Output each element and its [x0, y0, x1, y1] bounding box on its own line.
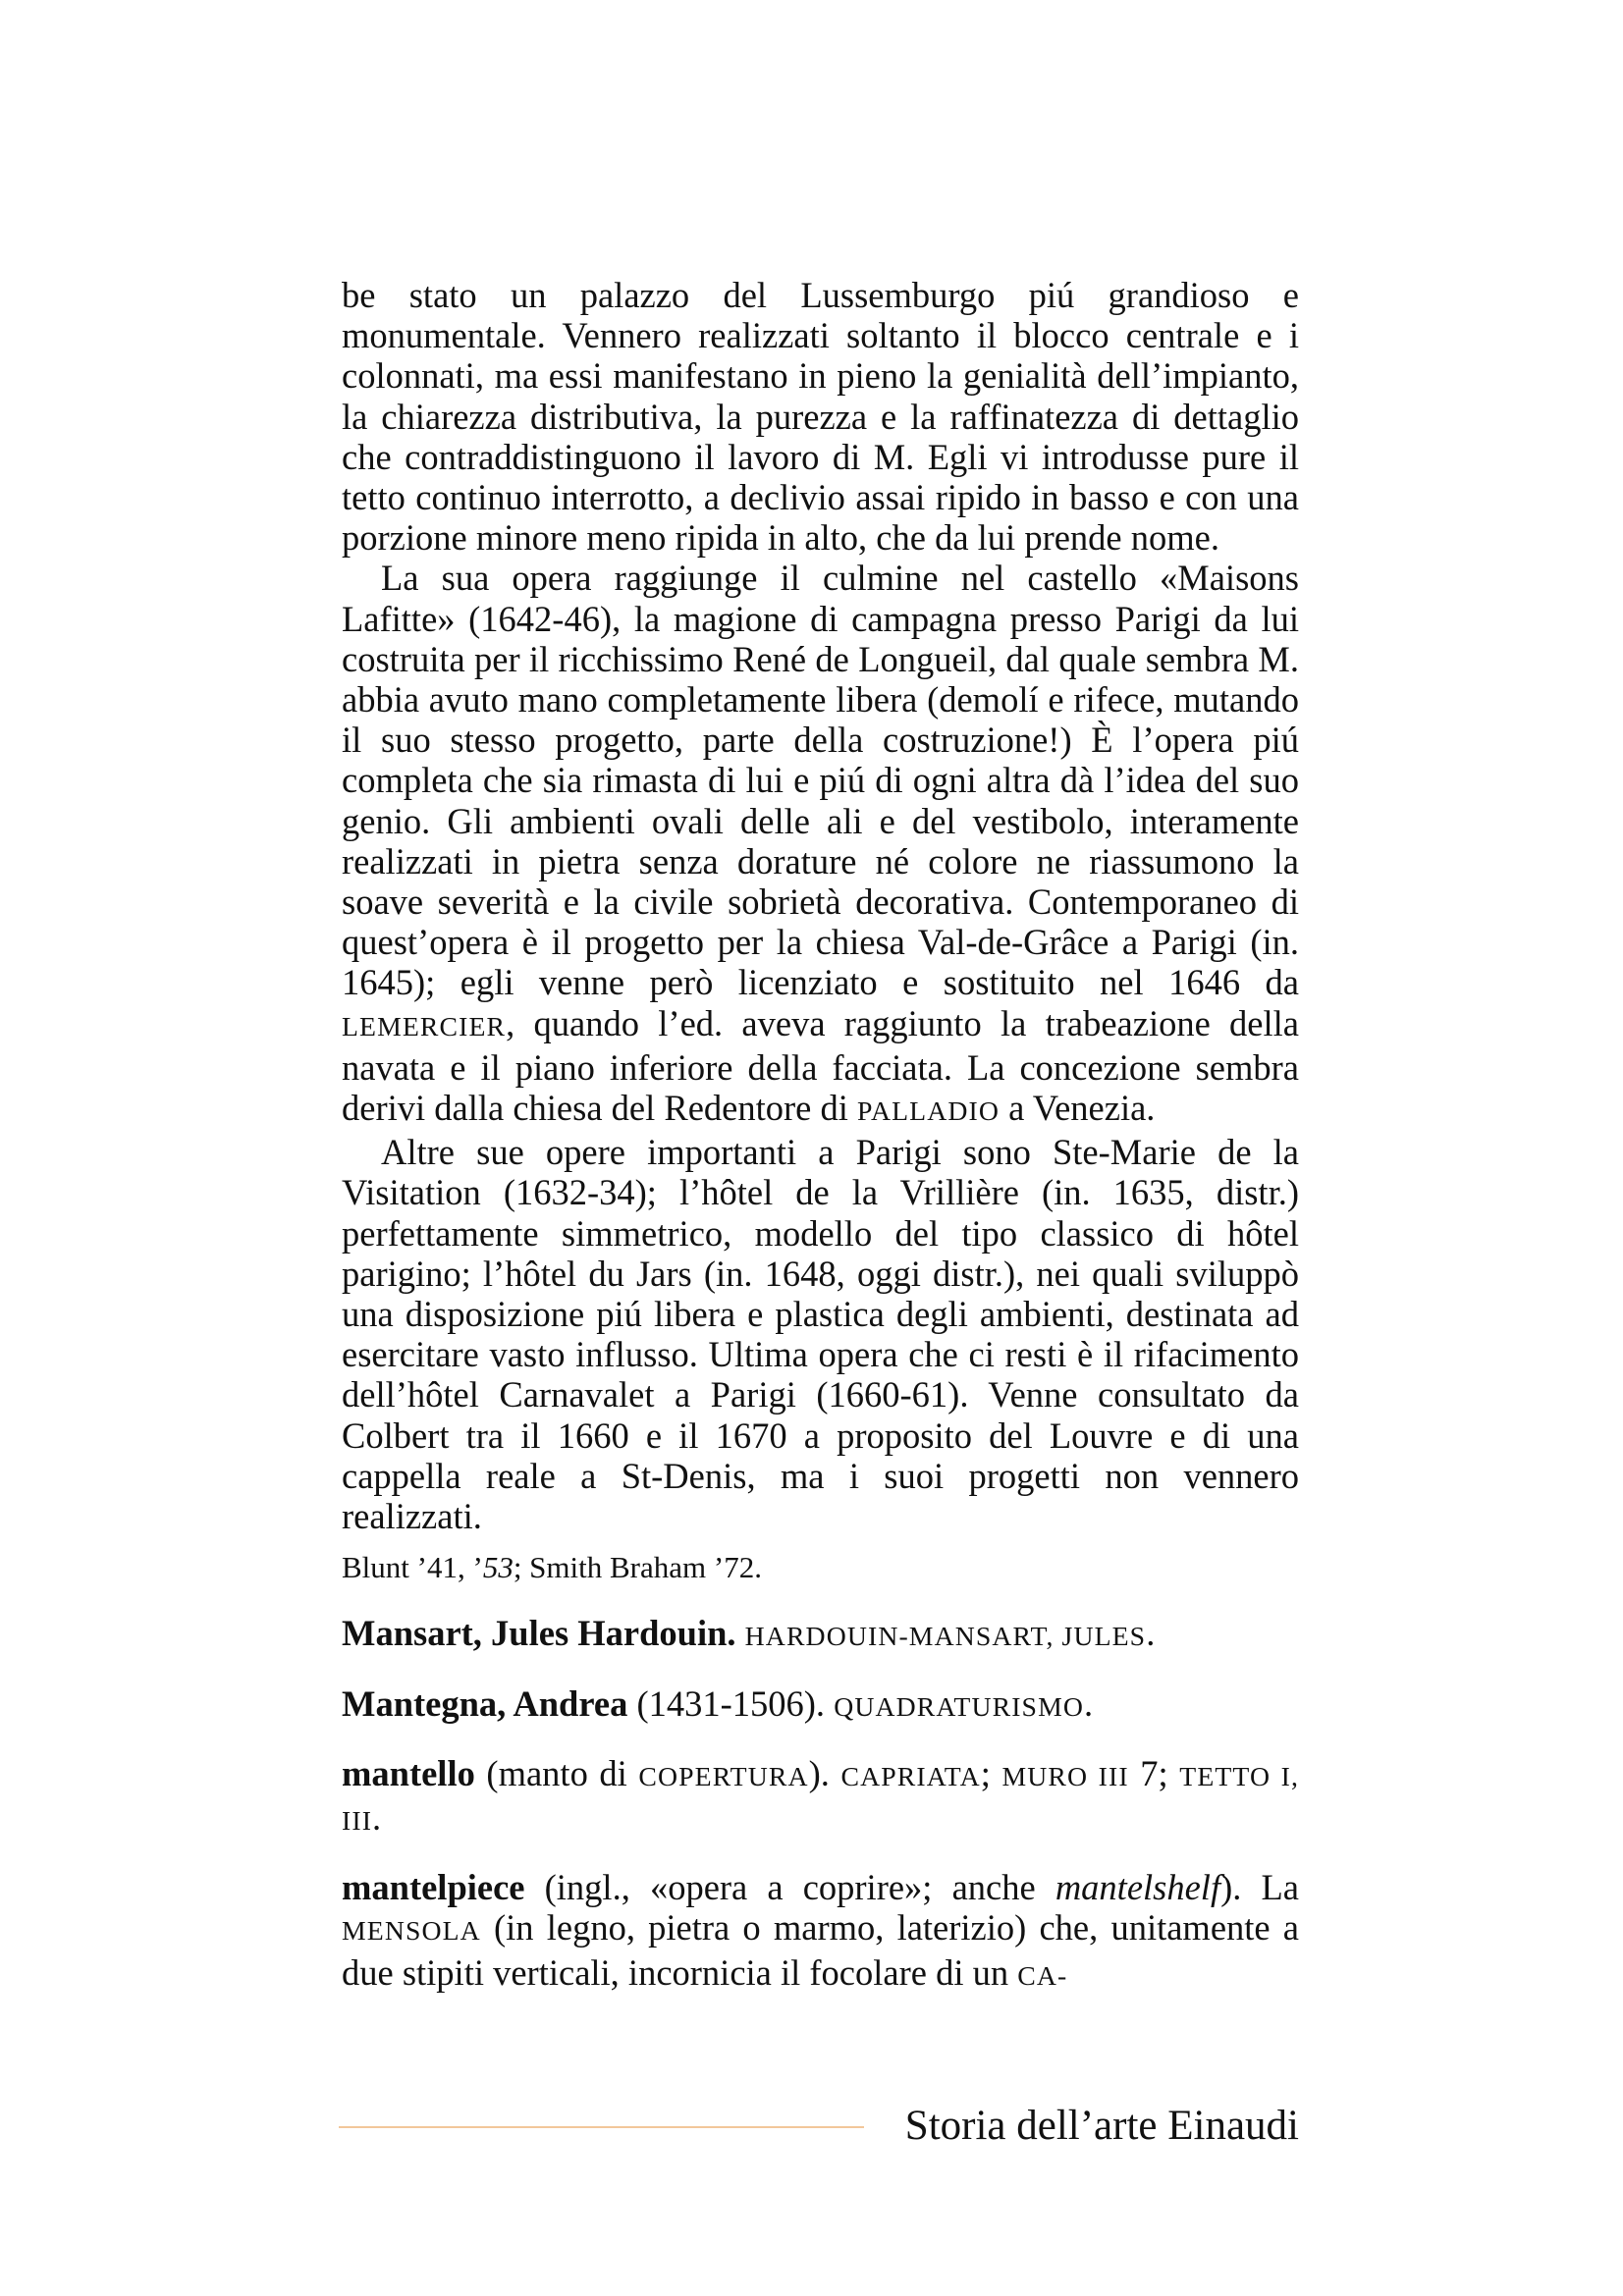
entry-mantegna-andrea — [342, 1683, 1299, 1728]
cross-reference: PALLADIO — [857, 1096, 1000, 1128]
text-run: La sua opera raggiunge il culmine nel castello «Maisons Lafitte» (1642-46), la magione di campagna presso Parigi da lui costruita per il ricchissimo René de Longueil, dal quale sembra M. abbia avuto mano completamente libera (demolí e rifece, mutando il suo stesso progetto, parte della costruzione!) È l’opera piú completa che sia rimasta di lui e piú di ogni altra dà l’idea del suo genio. Gli ambienti ovali delle ali e del vestibolo, interamente realizzati in pietra senza dorature né colore ne riassumono la soave severità e la civile sobrietà decorativa. Contemporaneo di quest’opera è il progetto per la chiesa Val-de-Grâce a Parigi (in. 1645); egli venne però licenziato e sostituito nel 1646 da — [342, 558, 1299, 1003]
text-run: . — [372, 1796, 382, 1838]
cross-reference: CAPRIATA — [840, 1761, 981, 1792]
cross-reference: LEMERCIER — [342, 1011, 507, 1042]
cross-reference: MENSOLA — [342, 1916, 481, 1948]
bibliography — [342, 1548, 1299, 1587]
entry-mansart-jules-hardouin — [342, 1613, 1299, 1657]
cross-reference: TETTO I, III — [342, 1761, 1299, 1837]
text-run: ). La — [1220, 1867, 1299, 1908]
article-text — [342, 275, 1299, 1536]
text-run: (in legno, pietra o marmo, laterizio) che, unitamente a due stipiti verticali, incornicia il focolare di un — [342, 1907, 1299, 1993]
text-run: ; — [980, 1752, 1002, 1793]
italic-text: 53 — [482, 1550, 514, 1585]
text-run: (manto di — [474, 1752, 639, 1793]
text-run: Altre sue opere importanti a Parigi sono Ste-Marie de la Visitation (1632-34); l’hôtel de la Vrillière (in. 1635, distr.) perfettamente simmetrico, modello del tipo classico di hôtel parigino; l’hôtel du Jars (in. 1648, oggi distr.), nei quali sviluppò una disposizione piú libera e plastica degli ambienti, destinata ad esercitare vasto influsso. Ultima opera che ci resti è il rifacimento dell’hôtel Carnavalet a Parigi (1660-61). Venne consultato da Colbert tra il 1660 e il 1670 a proposito del Louvre e di una cappella reale a St-Denis, ma i suoi progetti non vennero realizzati. — [342, 1132, 1299, 1537]
cross-reference: COPERTURA — [638, 1761, 809, 1792]
text-run: , quando l’ed. aveva raggiunto la trabeazione della navata e il piano inferiore della facciata. La concezione sembra derivi dalla chiesa del Redentore di — [342, 1002, 1299, 1129]
text-run: 7; — [1128, 1752, 1180, 1793]
entry-headword: mantello — [342, 1752, 475, 1793]
entry-headword: Mantegna, Andrea — [342, 1682, 628, 1724]
footer-title: Storia dell’arte Einaudi — [904, 2103, 1299, 2149]
text-run: a Venezia. — [1000, 1088, 1156, 1129]
cross-reference: QUADRATURISMO — [834, 1691, 1084, 1723]
text-run: (1431-1506). — [627, 1682, 835, 1724]
entry-mantello — [342, 1753, 1299, 1842]
page-body — [342, 275, 1299, 1997]
paragraph-3 — [342, 1132, 1299, 1536]
entry-headword: mantelpiece — [342, 1867, 525, 1908]
text-run: Blunt ’41, ’ — [342, 1550, 483, 1585]
cross-reference: HARDOUIN-MANSART, JULES — [744, 1622, 1147, 1653]
paragraph-2 — [342, 558, 1299, 1132]
text-run — [736, 1613, 745, 1653]
entry-headword: Mansart, Jules Hardouin. — [342, 1613, 736, 1654]
cross-reference: CA- — [1017, 1960, 1068, 1992]
cross-reference: MURO III — [1001, 1761, 1129, 1792]
text-run: be stato un palazzo del Lussemburgo piú grandioso e monumentale. Vennero realizzati soltanto il blocco centrale e i colonnati, ma essi manifestano in pieno la genialità dell’impianto, la chiarezza distributiva, la purezza e la raffinatezza di dettaglio che contraddistinguono il lavoro di M. Egli vi introdusse pure il tetto continuo interrotto, a declivio assai ripido in basso e con una porzione minore meno ripida in alto, che da lui prende nome. — [342, 275, 1299, 559]
text-run: . — [1084, 1682, 1094, 1724]
text-run: (ingl., «opera a coprire»; anche — [524, 1867, 1055, 1908]
text-run: ; Smith Braham ’72. — [513, 1550, 762, 1585]
text-run: ). — [808, 1752, 841, 1793]
entry-mantelpiece — [342, 1867, 1299, 1997]
footer-rule — [339, 2126, 864, 2128]
italic-text: mantelshelf — [1055, 1867, 1221, 1908]
paragraph-1 — [342, 275, 1299, 558]
text-run: . — [1146, 1613, 1156, 1654]
